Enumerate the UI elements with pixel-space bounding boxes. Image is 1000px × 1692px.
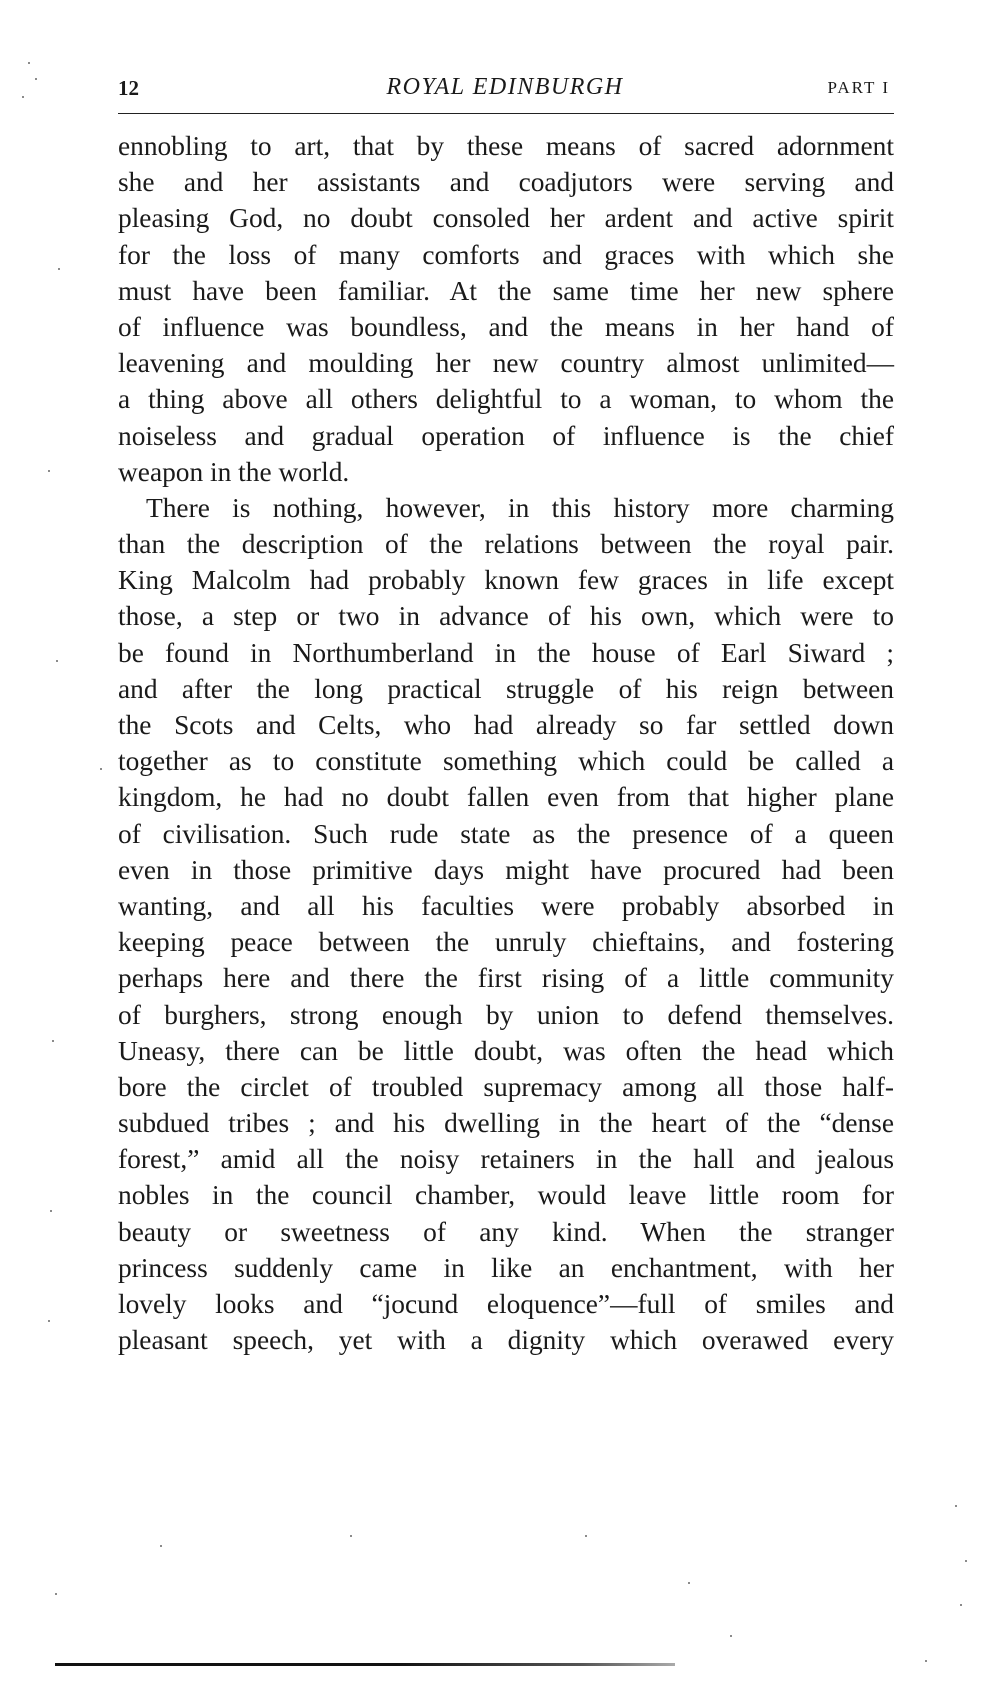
scan-speck — [730, 1635, 732, 1637]
scan-speck — [100, 768, 102, 770]
paragraph-2 — [118, 490, 894, 1359]
text-line: nobles in the council chamber, would leave little room for — [118, 1180, 894, 1211]
text-line: together as to constitute something which could be called a — [118, 746, 894, 777]
text-line: kingdom, he had no doubt fallen even from that higher plane — [118, 782, 894, 813]
scan-speck — [56, 660, 58, 662]
scan-speck — [965, 1560, 967, 1562]
scan-speck — [955, 1505, 957, 1507]
scan-speck — [48, 1320, 50, 1322]
scan-speck — [48, 470, 50, 472]
text-line: keeping peace between the unruly chieftains, and fostering — [118, 927, 894, 958]
text-line: than the description of the relations between the royal pair. — [118, 529, 894, 560]
scan-speck — [52, 1040, 54, 1042]
text-line: of burghers, strong enough by union to defend themselves. — [118, 999, 894, 1030]
text-line: forest,” amid all the noisy retainers in the hall and jealous — [118, 1144, 894, 1175]
scan-speck — [22, 96, 24, 98]
text-line: be found in Northumberland in the house of Earl Siward ; — [118, 637, 894, 668]
scan-speck — [688, 1582, 690, 1584]
text-line: and after the long practical struggle of his reign between — [118, 673, 894, 704]
text-line: King Malcolm had probably known few graces in life except — [118, 565, 894, 596]
text-line: leavening and moulding her new country almost unlimited— — [118, 348, 894, 379]
text-line: bore the circlet of troubled supremacy among all those half- — [118, 1071, 894, 1102]
book-title: ROYAL EDINBURGH — [386, 74, 624, 100]
text-line: those, a step or two in advance of his own, which were to — [118, 601, 894, 632]
text-line: of influence was boundless, and the means in her hand of — [118, 311, 894, 342]
page-number: 12 — [118, 76, 139, 100]
body-text — [118, 128, 894, 1358]
scan-speck — [35, 78, 37, 80]
scan-speck — [28, 62, 30, 64]
text-line: wanting, and all his faculties were probably absorbed in — [118, 890, 894, 921]
text-line: Uneasy, there can be little doubt, was often the head which — [118, 1035, 894, 1066]
part-label: PART I — [827, 78, 890, 97]
text-line: noiseless and gradual operation of influence is the chief — [118, 420, 894, 451]
text-line: weapon in the world. — [118, 456, 350, 487]
scan-speck — [55, 1593, 57, 1595]
running-head — [118, 72, 892, 104]
footer-rule — [55, 1663, 675, 1666]
text-line: pleasant speech, yet with a dignity which overawed every — [118, 1325, 894, 1356]
scan-speck — [58, 268, 60, 270]
scan-speck — [960, 1604, 962, 1606]
text-line: of civilisation. Such rude state as the presence of a queen — [118, 818, 894, 849]
text-line: lovely looks and “jocund eloquence”—full of smiles and — [118, 1289, 894, 1319]
text-line: even in those primitive days might have procured had been — [118, 854, 894, 885]
header-rule — [118, 113, 894, 114]
text-line: subdued tribes ; and his dwelling in the heart of the “dense — [118, 1108, 894, 1139]
text-line: pleasing God, no doubt consoled her ardent and active spirit — [118, 203, 894, 234]
text-line: ennobling to art, that by these means of sacred adornment — [118, 131, 894, 161]
text-line: There is nothing, however, in this history more charming — [146, 492, 894, 523]
text-line: beauty or sweetness of any kind. When the stranger — [118, 1216, 894, 1247]
text-line: for the loss of many comforts and graces with which she — [118, 239, 894, 270]
scan-speck — [50, 1210, 52, 1212]
text-line: must have been familiar. At the same time her new sphere — [118, 275, 894, 306]
text-line: the Scots and Celts, who had already so far settled down — [118, 710, 894, 740]
text-line: perhaps here and there the first rising of a little community — [118, 963, 894, 994]
scan-speck — [350, 1535, 352, 1537]
text-line: she and her assistants and coadjutors were serving and — [118, 167, 894, 198]
paragraph-1 — [118, 128, 894, 490]
text-line: princess suddenly came in like an enchantment, with her — [118, 1252, 894, 1283]
scan-speck — [925, 1660, 927, 1662]
text-line: a thing above all others delightful to a woman, to whom the — [118, 384, 894, 415]
scan-speck — [160, 1545, 162, 1547]
scan-speck — [585, 1535, 587, 1537]
